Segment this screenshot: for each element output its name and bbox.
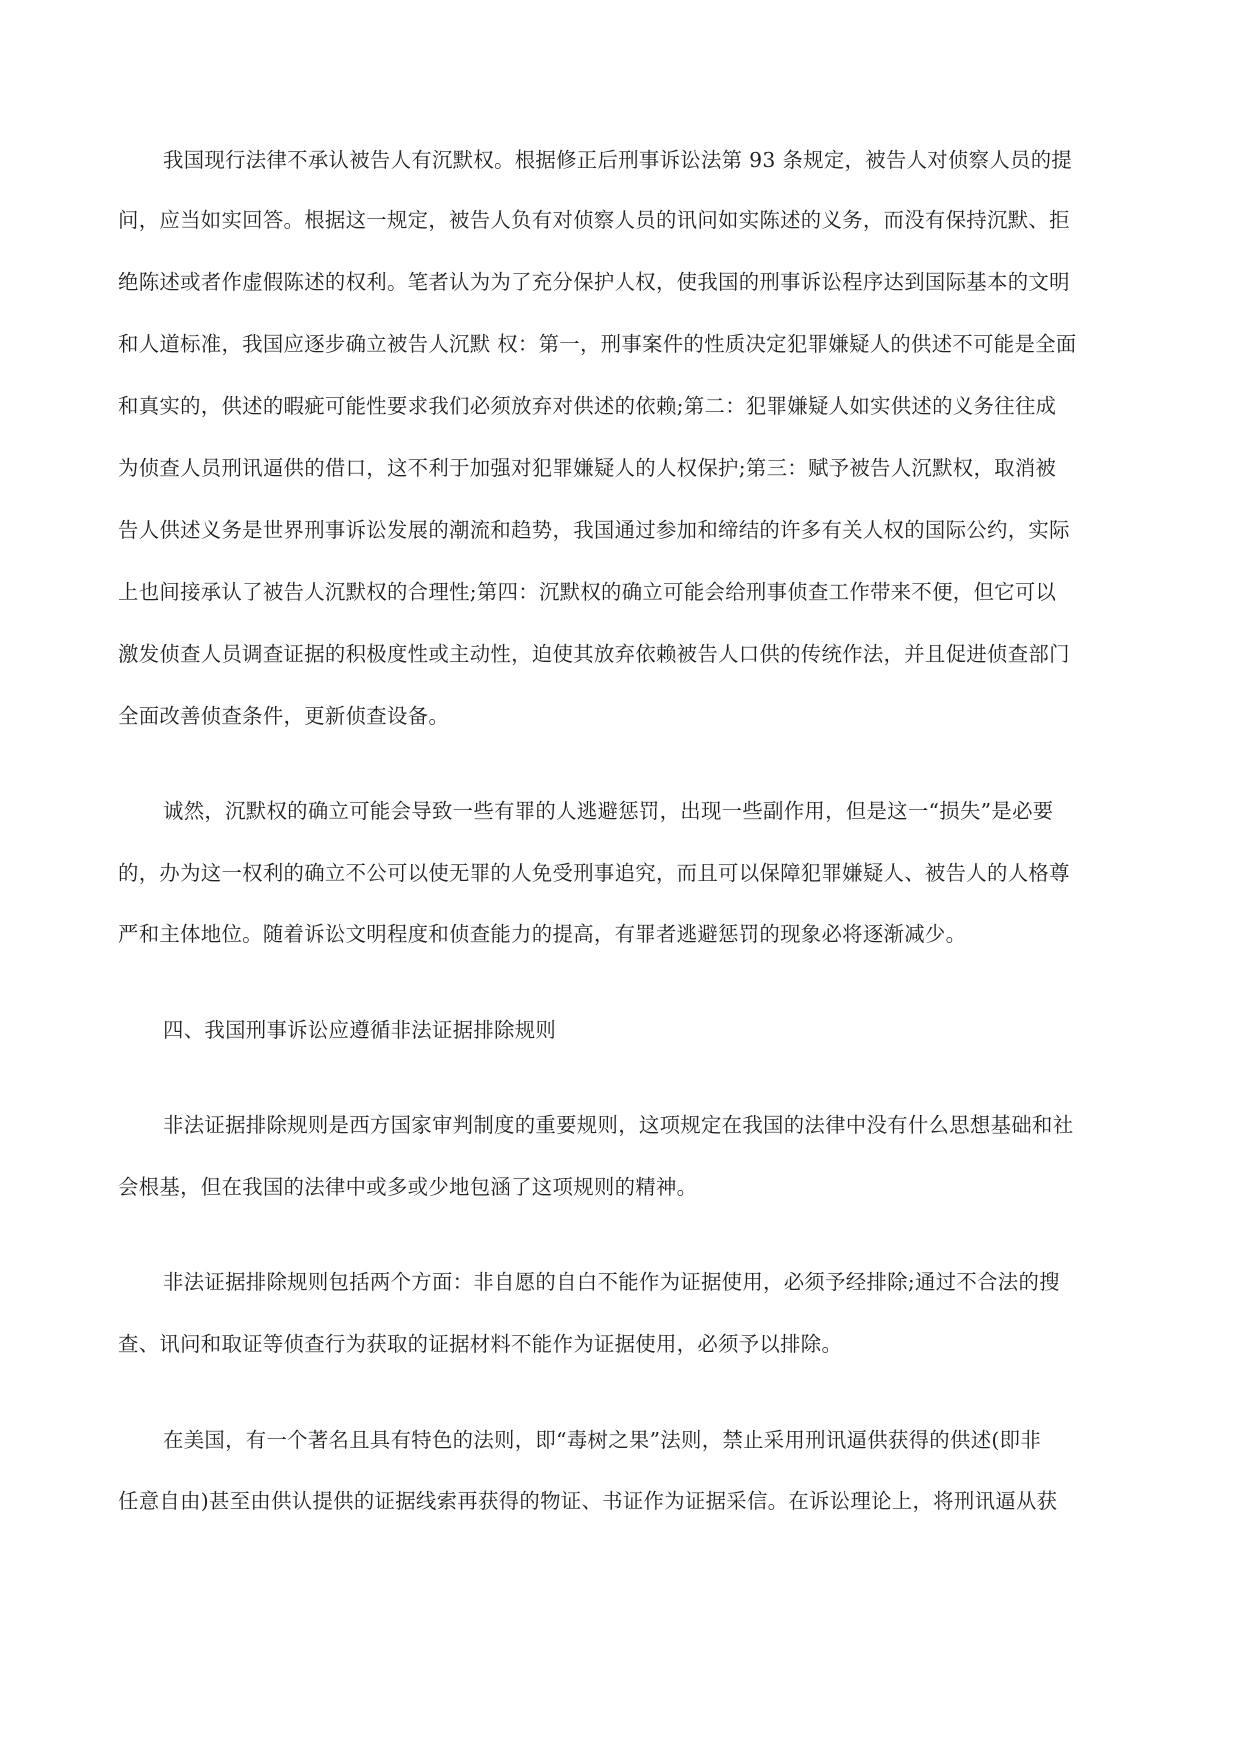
- section-heading: 四、我国刑事诉讼应遵循非法证据排除规则: [163, 1018, 557, 1042]
- paragraph-1-line-7: 告人供述义务是世界刑事诉讼发展的潮流和趋势，我国通过参加和缔结的许多有关人权的国际公约，实际: [118, 518, 1070, 542]
- paragraph-6-line-2: 任意自由)甚至由供认提供的证据线索再获得的物证、书证作为证据采信。在诉讼理论上，将刑讯逼从获: [118, 1489, 1058, 1513]
- paragraph-1-line-6: 为侦查人员刑讯逼供的借口，这不利于加强对犯罪嫌疑人的人权保护;第三：赋予被告人沉默权，取消被: [118, 456, 1057, 480]
- paragraph-1-line-1: 我国现行法律不承认被告人有沉默权。根据修正后刑事诉讼法第 93 条规定，被告人对侦察人员的提: [163, 148, 1073, 172]
- paragraph-1-line-9: 激发侦查人员调查证据的积极度性或主动性，迫使其放弃依赖被告人口供的传统作法，并且促进侦查部门: [118, 642, 1070, 666]
- paragraph-2-line-1: 诚然，沉默权的确立可能会导致一些有罪的人逃避惩罚，出现一些副作用，但是这一“损失”是必要: [163, 799, 1054, 823]
- paragraph-1-line-3: 绝陈述或者作虚假陈述的权利。笔者认为为了充分保护人权，使我国的刑事诉讼程序达到国际基本的文明: [118, 270, 1070, 294]
- paragraph-4-line-2: 会根基，但在我国的法律中或多或少地包涵了这项规则的精神。: [118, 1175, 698, 1199]
- paragraph-4-line-1: 非法证据排除规则是西方国家审判制度的重要规则，这项规定在我国的法律中没有什么思想基础和社: [163, 1113, 1074, 1137]
- paragraph-5-line-1: 非法证据排除规则包括两个方面：非自愿的自白不能作为证据使用，必须予经排除;通过不合法的搜: [163, 1270, 1060, 1294]
- paragraph-1-line-4: 和人道标准，我国应逐步确立被告人沉默 权：第一，刑事案件的性质决定犯罪嫌疑人的供述不可能是全面: [118, 332, 1077, 356]
- paragraph-1-line-2: 问，应当如实回答。根据这一规定，被告人负有对侦察人员的讯问如实陈述的义务，而没有保持沉默、拒: [118, 208, 1070, 232]
- paragraph-2-line-3: 严和主体地位。随着诉讼文明程度和侦查能力的提高，有罪者逃避惩罚的现象必将逐渐减少。: [118, 922, 967, 946]
- paragraph-5-line-2: 查、讯问和取证等侦查行为获取的证据材料不能作为证据使用，必须予以排除。: [118, 1332, 843, 1356]
- paragraph-1-line-5: 和真实的，供述的暇疵可能性要求我们必须放弃对供述的依赖;第二：犯罪嫌疑人如实供述的义务往往成: [118, 394, 1057, 418]
- paragraph-1-line-10: 全面改善侦查条件，更新侦查设备。: [118, 704, 450, 728]
- paragraph-2-line-2: 的，办为这一权利的确立不公可以使无罪的人免受刑事追究，而且可以保障犯罪嫌疑人、被告人的人格尊: [118, 861, 1070, 885]
- paragraph-6-line-1: 在美国，有一个著名且具有特色的法则，即“毒树之果”法则，禁止采用刑讯逼供获得的供述(即非: [163, 1428, 1042, 1452]
- paragraph-1-line-8: 上也间接承认了被告人沉默权的合理性;第四：沉默权的确立可能会给刑事侦查工作带来不便，但它可以: [118, 580, 1057, 604]
